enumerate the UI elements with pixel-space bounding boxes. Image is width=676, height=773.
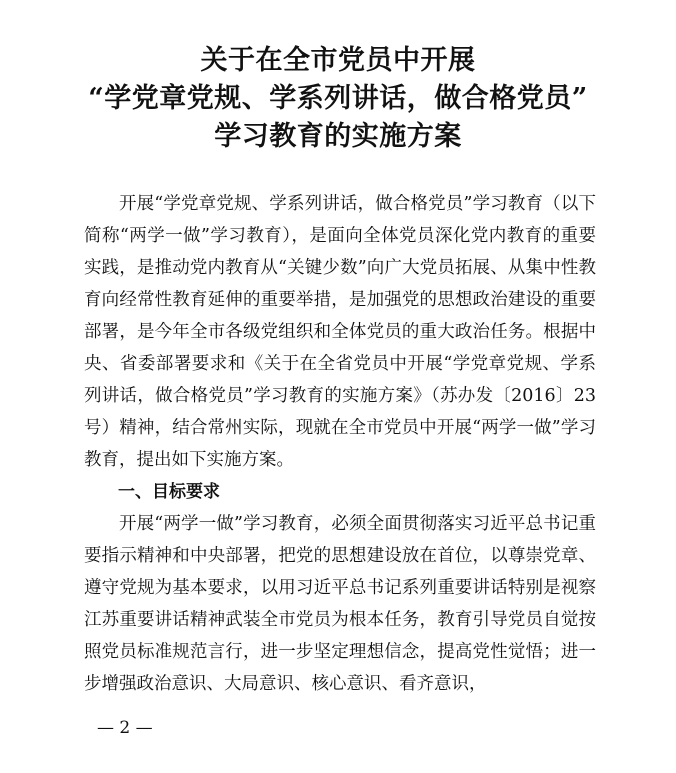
- document-body: [84, 188, 596, 700]
- intro-paragraph: 开展“学党章党规、学系列讲话，做合格党员”学习教育（以下简称“两学一做”学习教育），是面向全体党员深化党内教育的重要实践，是推动党内教育从“关键少数”向广大党员拓展、从集中性教育向经常性教育延伸的重要举措，是加强党的思想政治建设的重要部署，是今年全市各级党组织和全体党员的重大政治任务。根据中央、省委部署要求和《关于在全省党员中开展“学党章党规、学系列讲话，做合格党员”学习教育的实施方案》（苏办发〔2016〕23号）精神，结合常州实际，现就在全市党员中开展“两学一做”学习教育，提出如下实施方案。: [84, 194, 596, 470]
- section-heading: 一、目标要求: [118, 482, 220, 502]
- section-paragraph: 开展“两学一做”学习教育，必须全面贯彻落实习近平总书记重要指示精神和中央部署，把党的思想建设放在首位，以尊崇党章、遵守党规为基本要求，以用习近平总书记系列重要讲话特别是视察江苏重要讲话精神武装全市党员为根本任务，教育引导党员自觉按照党员标准规范言行，进一步坚定理想信念，提高党性觉悟；进一步增强政治意识、大局意识、核心意识、看齐意识，: [84, 514, 596, 694]
- document-title: [0, 42, 676, 156]
- title-line-3: 学习教育的实施方案: [214, 121, 462, 152]
- title-line-1: 关于在全市党员中开展: [200, 45, 476, 76]
- page-number: — 2 —: [97, 718, 153, 738]
- title-line-2: “学党章党规、学系列讲话，做合格党员”: [88, 83, 588, 114]
